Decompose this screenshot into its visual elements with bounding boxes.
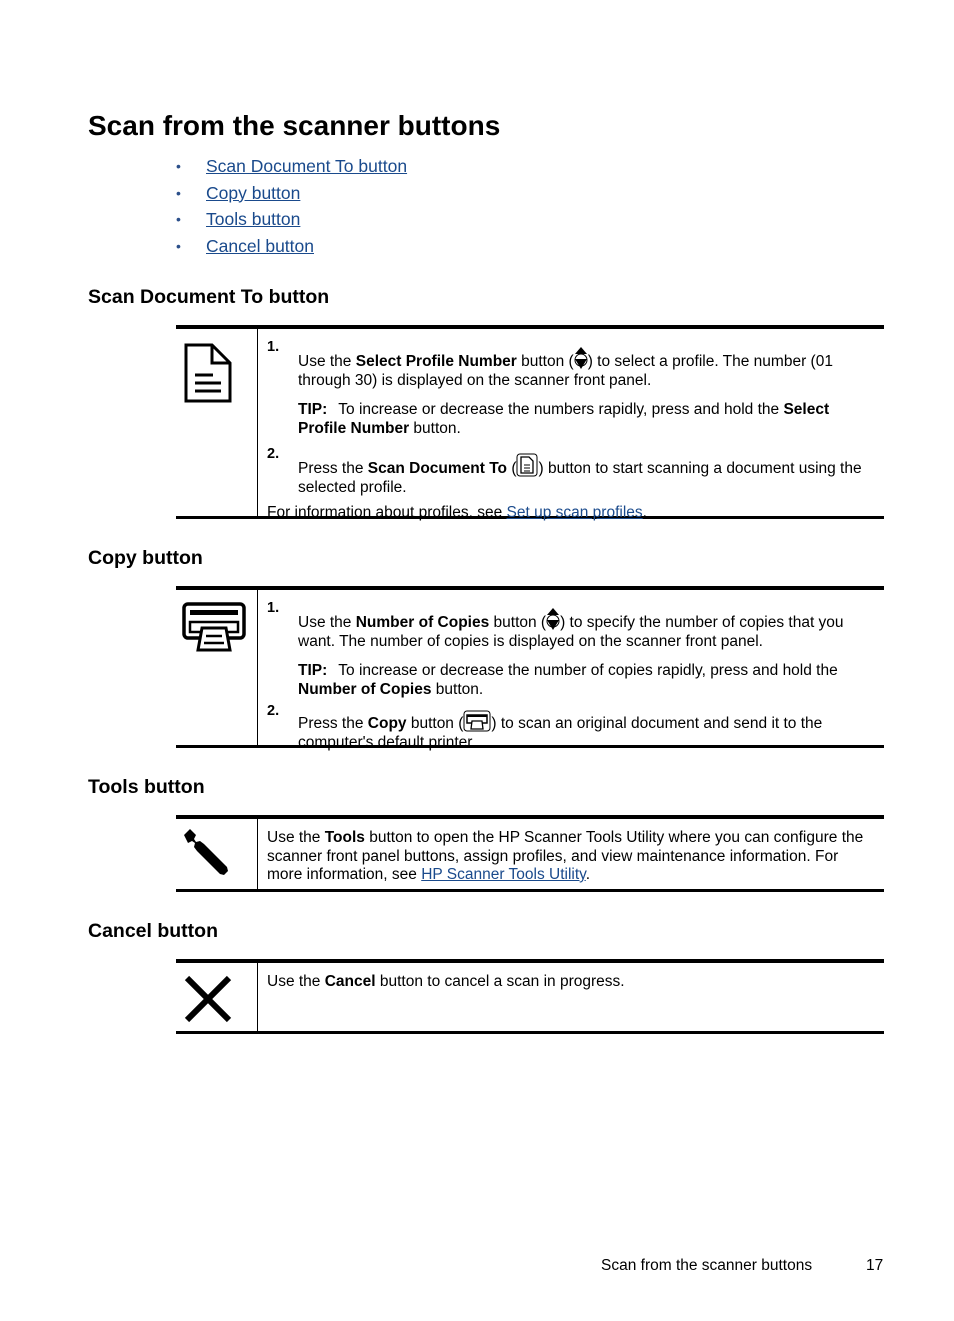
- tip-label: TIP:: [298, 401, 328, 418]
- scan-document-box: [176, 325, 884, 519]
- bold-term: Tools: [324, 829, 365, 846]
- section-heading-tools: Tools button: [88, 776, 205, 798]
- step-text: Use the: [298, 614, 356, 631]
- text-cell: [258, 590, 884, 751]
- step-2: [267, 703, 876, 752]
- bullet: •: [176, 237, 181, 254]
- section-heading-scan-document: Scan Document To button: [88, 286, 330, 308]
- step-number: 1.: [267, 600, 280, 616]
- step-number: 2.: [267, 446, 280, 462]
- up-down-arrow-icon: [546, 607, 560, 631]
- page-title: Scan from the scanner buttons: [88, 110, 501, 141]
- step-text: ) button to start scanning a document using the selected profile.: [298, 460, 862, 496]
- step-text: button (: [489, 614, 547, 631]
- cancel-x-icon: [184, 975, 232, 1023]
- document-icon: [516, 453, 538, 477]
- table-of-contents: [176, 153, 407, 259]
- bullet: •: [176, 184, 181, 201]
- step-2: [267, 446, 876, 497]
- toc-link-cancel[interactable]: Cancel button: [206, 235, 314, 256]
- bold-term: Cancel: [324, 973, 376, 990]
- step-number: 1.: [267, 339, 280, 355]
- text-cell: [258, 963, 884, 1031]
- tools-text: Use the: [267, 829, 325, 846]
- tip: [267, 401, 876, 438]
- step-text: Press the: [298, 460, 368, 477]
- copy-box: [176, 586, 884, 751]
- section-heading-copy: Copy button: [88, 547, 203, 569]
- step-number: 2.: [267, 703, 280, 719]
- bold-term: Number of Copies: [355, 614, 490, 631]
- tip-label: TIP:: [298, 662, 328, 679]
- document-icon: [184, 343, 232, 403]
- icon-cell: [176, 329, 258, 516]
- wrench-icon: [182, 829, 230, 877]
- step-text: (: [507, 460, 517, 477]
- toc-link-scan-document[interactable]: Scan Document To button: [206, 156, 408, 176]
- bold-term: Copy: [367, 715, 407, 732]
- step-text: button (: [406, 715, 464, 732]
- tip-text: To increase or decrease the numbers rapidly, press and hold the: [338, 401, 784, 418]
- step-text: ) to scan an original document and send it to the computer's default printer.: [298, 715, 823, 751]
- link-hp-scanner-tools-utility[interactable]: HP Scanner Tools Utility: [421, 866, 586, 883]
- step-1: [267, 600, 876, 651]
- toc-item: [176, 233, 407, 260]
- tip-text: button.: [409, 419, 461, 437]
- tools-text: button to open the HP Scanner Tools Utility where you can configure the scanner front panel buttons, assign profiles, and view maintenance information. For more information, see: [267, 829, 864, 883]
- tip-text: To increase or decrease the number of copies rapidly, press and hold the: [338, 662, 838, 679]
- icon-cell: [176, 963, 258, 1031]
- info-text: For information about profiles, see: [267, 504, 507, 521]
- bullet: •: [176, 158, 181, 174]
- profiles-info: [267, 504, 876, 523]
- copy-printer-icon: [463, 710, 491, 732]
- tools-text: .: [585, 866, 591, 883]
- up-down-arrow-icon: [574, 346, 588, 370]
- cancel-text: button to cancel a scan in progress.: [375, 973, 625, 990]
- page-number: 17: [866, 1257, 884, 1274]
- step-text: ) to specify the number of copies that you want. The number of copies is displayed on the scanner front panel.: [298, 614, 844, 650]
- cancel-text: Use the: [267, 973, 325, 990]
- icon-cell: [176, 590, 258, 745]
- bullet: •: [176, 211, 181, 227]
- section-heading-cancel: Cancel button: [88, 920, 218, 942]
- toc-item: [176, 206, 407, 233]
- text-cell: [258, 329, 884, 521]
- step-1: [267, 339, 876, 390]
- toc-item: [176, 180, 407, 207]
- bold-term: Select Profile Number: [298, 401, 830, 437]
- cancel-box: [176, 959, 884, 1034]
- bold-term: Number of Copies: [298, 680, 432, 698]
- toc-link-tools[interactable]: Tools button: [206, 209, 301, 229]
- step-text: button (: [516, 353, 574, 370]
- tools-box: [176, 815, 884, 892]
- step-text: Use the: [298, 353, 356, 370]
- bold-term: Select Profile Number: [355, 353, 517, 370]
- tip-text: button.: [431, 680, 484, 698]
- text-cell: [258, 819, 884, 889]
- step-text: Press the: [298, 715, 368, 732]
- bold-term: Scan Document To: [367, 460, 508, 477]
- copy-printer-icon: [182, 602, 246, 654]
- tip: [267, 662, 876, 699]
- info-text: .: [642, 504, 647, 521]
- toc-link-copy[interactable]: Copy button: [206, 182, 301, 203]
- footer-title: Scan from the scanner buttons: [601, 1257, 813, 1274]
- icon-cell: [176, 819, 258, 889]
- step-text: ) to select a profile. The number (01 through 30) is displayed on the scanner front panel.: [298, 353, 833, 389]
- link-set-up-scan-profiles[interactable]: Set up scan profiles: [506, 504, 643, 521]
- toc-item: [176, 153, 407, 180]
